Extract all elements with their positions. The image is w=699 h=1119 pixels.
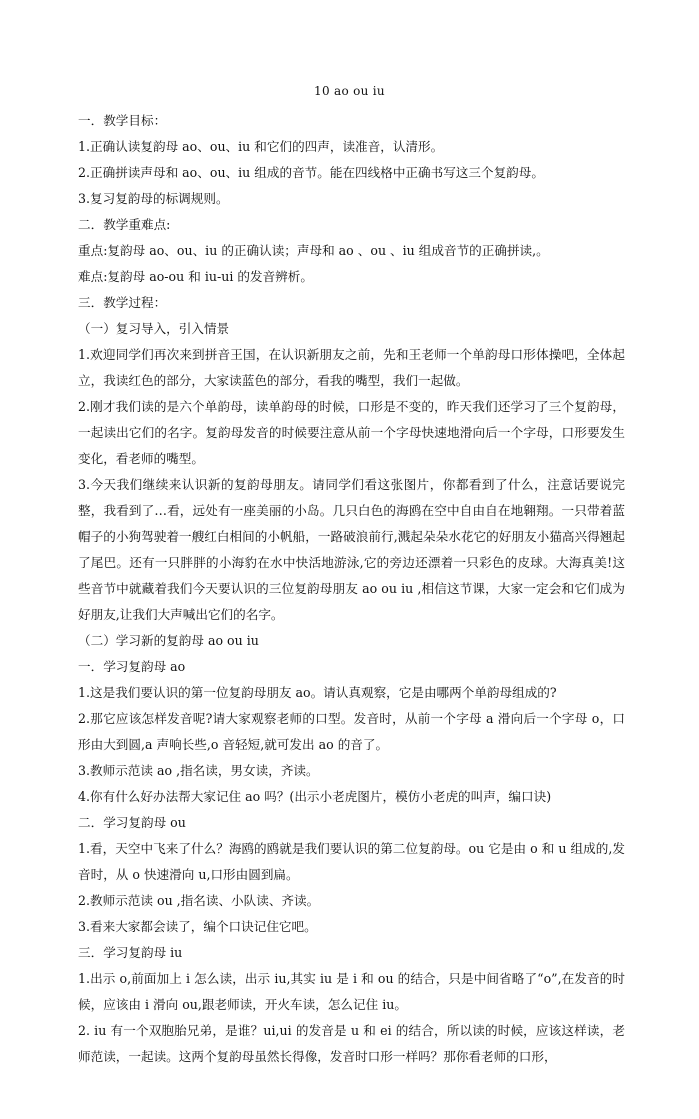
text-line: 一．教学目标： — [78, 113, 167, 128]
paragraph: 1.出示 o,前面加上 i 怎么读，出示 iu,其实 iu 是 i 和 ou 的结合，只是中间省略了“o”,在发音的时候，应该由 i 滑向 ou,跟老师读，开火车读，怎么记住 iu。 — [78, 971, 625, 1012]
document-body — [78, 108, 625, 1070]
text-line: （二）学习新的复韵母 ao ou iu — [78, 633, 259, 648]
text-line: 二．教学重难点: — [78, 217, 171, 232]
paragraph: 2. iu 有一个双胞胎兄弟，是谁？ui,ui 的发音是 u 和 ei 的结合，所以读的时候，应该这样读，老师范读，一起读。这两个复韵母虽然长得像，发音时口形一样吗？那你看老师的口形， — [78, 1023, 625, 1064]
text-line: 二．学习复韵母 ou — [78, 815, 186, 830]
text-line: 三．教学过程： — [78, 295, 167, 310]
text-line: 重点:复韵母 ao、ou、iu 的正确认读；声母和 ao 、ou 、iu 组成音节的正确拼读,。 — [78, 243, 549, 258]
paragraph: 1.看，天空中飞来了什么？海鸥的鸥就是我们要认识的第二位复韵母。ou 它是由 o 和 u 组成的,发音时，从 o 快速滑向 u,口形由圆到扁。 — [78, 841, 625, 882]
paragraph: 2.刚才我们读的是六个单韵母，读单韵母的时候，口形是不变的，昨天我们还学习了三个复韵母，一起读出它们的名字。复韵母发音的时候要注意从前一个字母快速地滑向后一个字母，口形要发生变化，看老师的嘴型。 — [78, 399, 625, 466]
text-line: 1.这是我们要认识的第一位复韵母朋友 ao。请认真观察，它是由哪两个单韵母组成的? — [78, 685, 557, 700]
text-line: （一）复习导入，引入情景 — [78, 321, 230, 336]
text-line: 3.看来大家都会读了，编个口诀记住它吧。 — [78, 919, 317, 934]
paragraph: 1.欢迎同学们再次来到拼音王国，在认识新朋友之前，先和王老师一个单韵母口形体操吧，全体起立，我读红色的部分，大家读蓝色的部分，看我的嘴型，我们一起做。 — [78, 347, 625, 388]
page-title: 10 ao ou iu — [314, 84, 385, 98]
text-line: 2.教师示范读 ou ,指名读、小队读、齐读。 — [78, 893, 320, 908]
text-line: 2.正确拼读声母和 ao、ou、iu 组成的音节。能在四线格中正确书写这三个复韵母。 — [78, 165, 544, 180]
text-line: 难点:复韵母 ao-ou 和 iu-ui 的发音辨析。 — [78, 269, 313, 284]
text-line: 3.复习复韵母的标调规则。 — [78, 191, 229, 206]
text-line: 1.正确认读复韵母 ao、ou、iu 和它们的四声，读准音，认清形。 — [78, 139, 444, 154]
text-line: 一．学习复韵母 ao — [78, 659, 186, 674]
paragraph: 2.那它应该怎样发音呢?请大家观察老师的口型。发音时，从前一个字母 a 滑向后一个字母 o，口形由大到圆,a 声响长些,o 音轻短,就可发出 ao 的音了。 — [78, 711, 625, 752]
text-line: 3.教师示范读 ao ,指名读，男女读，齐读。 — [78, 763, 319, 778]
paragraph: 3.今天我们继续来认识新的复韵母朋友。请同学们看这张图片，你都看到了什么，注意话要说完整，我看到了…看，远处有一座美丽的小岛。几只白色的海鸥在空中自由自在地翱翔。一只带着蓝帽子的小狗驾驶着一艘红白相间的小帆船，一路破浪前行,溅起朵朵水花它的好朋友小猫高兴得翘起了尾巴。还有一只胖胖的小海豹在水中快活地游泳,它的旁边还漂着一只彩色的皮球。大海真美!这些音节中就藏着我们今天要认识的三位复韵母朋友 ao ou iu ,相信这节课，大家一定会和它们成为好朋友,让我们大声喊出它们的名字。 — [78, 477, 625, 622]
text-line: 三．学习复韵母 iu — [78, 945, 183, 960]
text-line: 4.你有什么好办法帮大家记住 ao 吗？(出示小老虎图片，模仿小老虎的叫声，编口诀) — [78, 789, 552, 804]
